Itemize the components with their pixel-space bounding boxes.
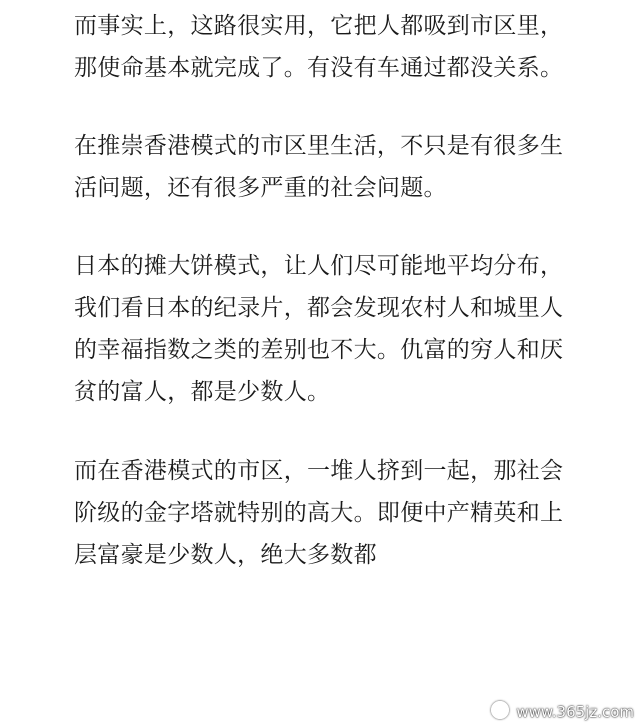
watermark-logo-icon bbox=[491, 701, 509, 719]
watermark-text: www.365jz.com bbox=[516, 703, 634, 721]
paragraph-1: 而事实上，这路很实用，它把人都吸到市区里，那使命基本就完成了。有没有车通过都没关系。 bbox=[74, 13, 564, 81]
paragraph-4: 而在香港模式的市区，一堆人挤到一起，那社会阶级的金字塔就特别的高大。即便中产精英和上层富豪是少数人，绝大多数都 bbox=[74, 458, 564, 568]
watermark bbox=[491, 701, 634, 721]
paragraph-3: 日本的摊大饼模式，让人们尽可能地平均分布，我们看日本的纪录片，都会发现农村人和城里人的幸福指数之类的差别也不大。仇富的穷人和厌贫的富人，都是少数人。 bbox=[74, 253, 564, 405]
paragraph-2: 在推崇香港模式的市区里生活，不只是有很多生活问题，还有很多严重的社会问题。 bbox=[74, 133, 564, 201]
article-body bbox=[74, 0, 574, 576]
